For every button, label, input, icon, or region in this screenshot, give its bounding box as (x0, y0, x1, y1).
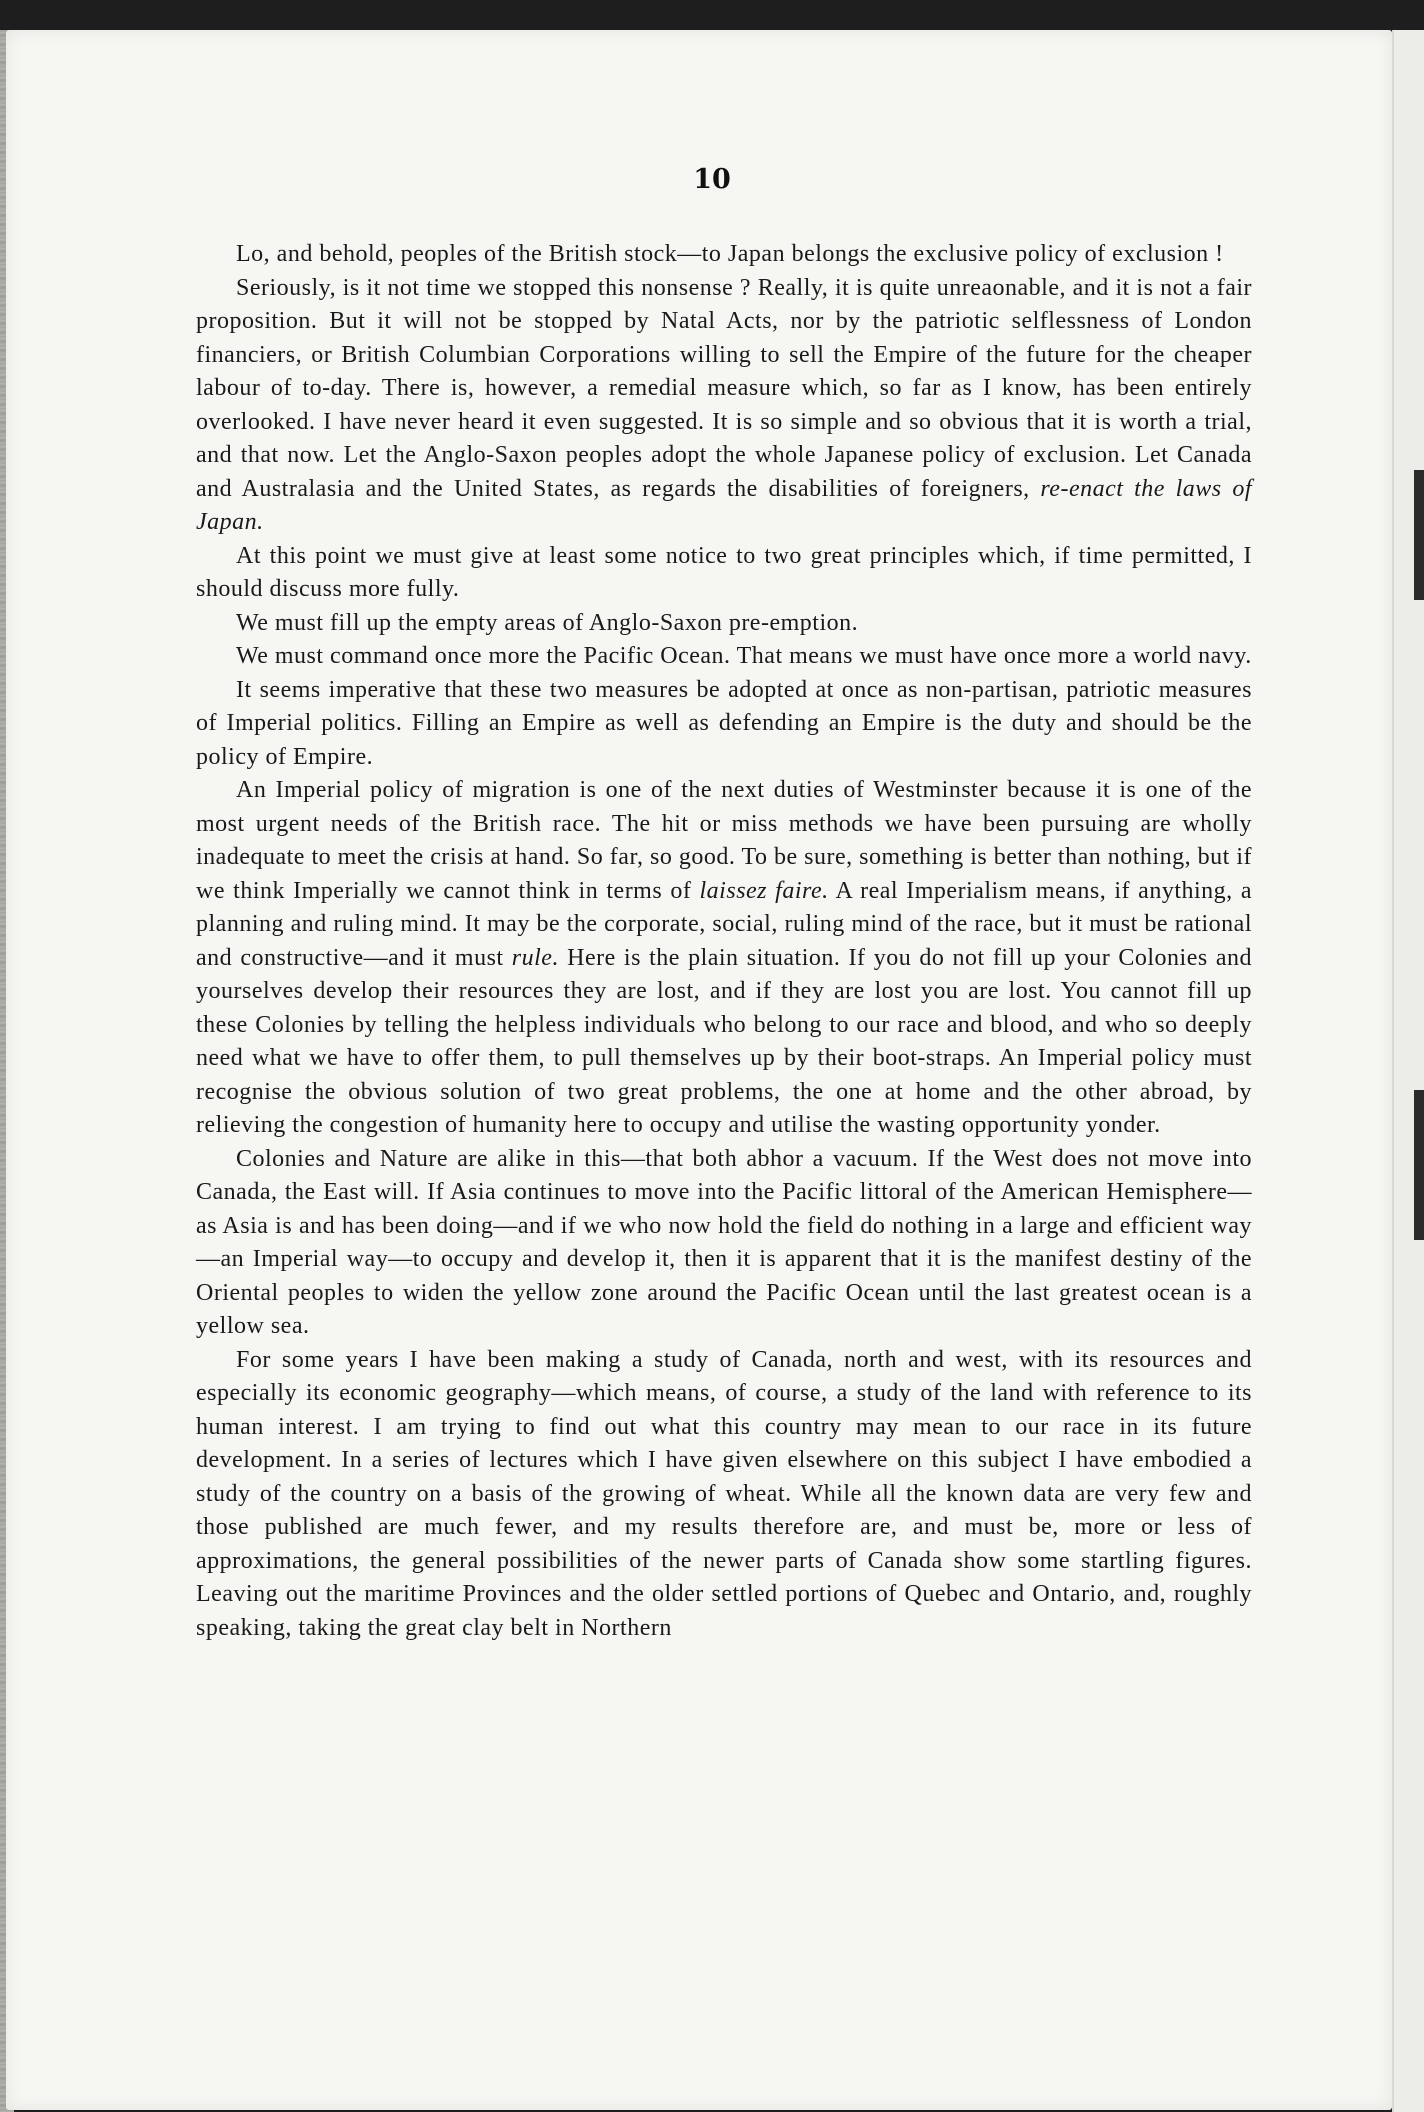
emphasis-text: re-enact the laws of Japan. (196, 475, 1252, 535)
paragraph-text: An Imperial policy of migration is one of the next duties of Westminster because it is one of the most urgent needs of the British race. The hit or miss methods we have been pursuing are wholly inadequate to meet the crisis at hand. So far, so good. To be sure, something is better than nothing, but if we think Imperially we cannot think in terms of (196, 777, 1252, 904)
paragraph (196, 272, 1252, 540)
next-page-edge (1392, 30, 1424, 2112)
emphasis-text: rule. (511, 944, 559, 971)
paragraph-text: Seriously, is it not time we stopped this nonsense ? Really, it is quite unreaonable, and it is not a fair proposition. But it will not be stopped by Natal Acts, nor by the patriotic selflessness of London financiers, or British Columbian Corporations willing to sell the Empire of the future for the cheaper labour of to-day. There is, however, a remedial measure which, so far as I know, has been entirely overlooked. I have never heard it even suggested. It is so simple and so obvious that it is worth a trial, and that now. Let the Anglo-Saxon peoples adopt the whole Japanese policy of exclusion. Let Canada and Australasia and the United States, as regards the disabilities of foreigners, (196, 274, 1252, 502)
page-number: 10 (693, 164, 731, 195)
paragraph: For some years I have been making a study of Canada, north and west, with its resources and especially its economic geography—which means, of course, a study of the land with reference to its human interest. I am trying to find out what this country may mean to our race in its future development. In a series of lectures which I have given elsewhere on this subject I have embodied a study of the country on a basis of the growing of wheat. While all the known data are very few and those published are much fewer, and my results therefore are, and must be, more or less of approximations, the general possibilities of the newer parts of Canada show some startling figures. Leaving out the maritime Provinces and the older settled portions of Quebec and Ontario, and, roughly speaking, taking the great clay belt in Northern (196, 1346, 1252, 1641)
paragraph: It seems imperative that these two measures be adopted at once as non-partisan, patriotic measures of Imperial politics. Filling an Empire as well as defending an Empire is the duty and should be the policy of Empire. (196, 676, 1252, 770)
body-text (196, 238, 1252, 1645)
edge-tab-mark (1414, 1090, 1424, 1240)
paragraph: We must fill up the empty areas of Anglo-Saxon pre-emption. (236, 609, 859, 636)
emphasis-text: laissez faire. (699, 877, 829, 904)
paragraph-text: A real Imperialism means, if anything, a planning and ruling mind. It may be the corporate, social, ruling mind of the race, but it must be rational and constructive—and it must (196, 877, 1252, 971)
paragraph: At this point we must give at least some notice to two great principles which, if time permitted, I should discuss more fully. (196, 542, 1252, 602)
paragraph: We must command once more the Pacific Ocean. That means we must have once more a world navy. (236, 643, 1252, 669)
paragraph-text: Here is the plain situation. If you do not fill up your Colonies and yourselves develop their resources they are lost, and if they are lost you are lost. You cannot fill up these Colonies by telling the helpless individuals who belong to our race and blood, and who so deeply need what we have to offer them, to pull themselves up by their boot-straps. An Imperial policy must recognise the obvious solution of two great problems, the one at home and the other abroad, by relieving the congestion of humanity here to occupy and utilise the wasting opportunity yonder. (196, 944, 1253, 1138)
paragraph: Lo, and behold, peoples of the British stock—to Japan belongs the exclusive policy of exclusion ! (236, 241, 1224, 267)
edge-tab-mark (1414, 470, 1424, 600)
paragraph (196, 774, 1252, 1143)
paragraph: Colonies and Nature are alike in this—that both abhor a vacuum. If the West does not move into Canada, the East will. If Asia continues to move into the Pacific littoral of the American Hemisphere—as Asia is and has been doing—and if we who now hold the field do nothing in a large and efficient way—an Imperial way—to occupy and develop it, then it is apparent that it is the manifest destiny of the Oriental peoples to widen the yellow zone around the Pacific Ocean until the last greatest ocean is a yellow sea. (196, 1145, 1252, 1339)
